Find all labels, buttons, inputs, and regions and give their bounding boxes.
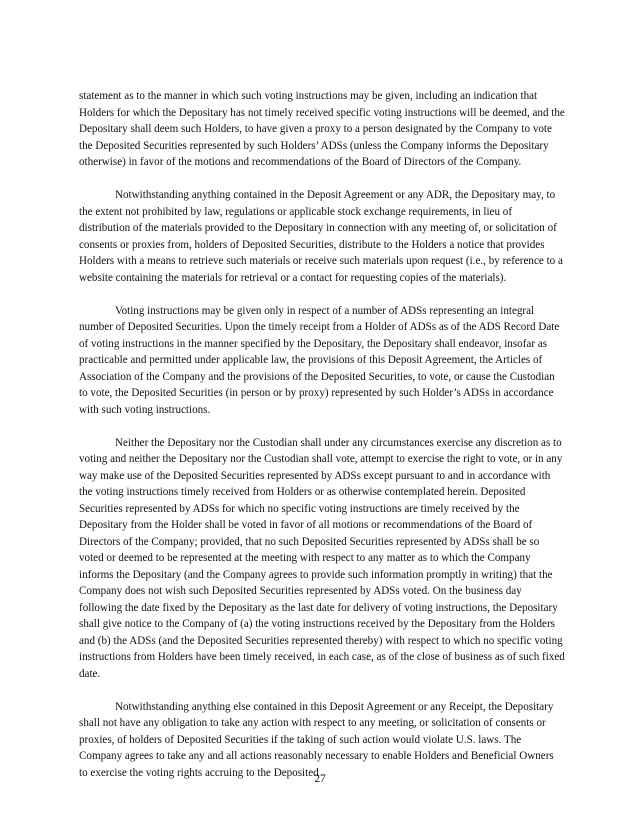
paragraph-voting-instructions-procedure: Voting instructions may be given only in respect of a number of ADSs representing an integral number of Deposited Securities. Upon the timely receipt from a Holder of ADSs as of the ADS Record Date of voting instructions in the manner specified by the Depositary, the Depositary shall endeavor, insofar as practicable and permitted under applicable law, the provisions of this Deposit Agreement, the Articles of Association of the Company and the provisions of the Deposited Securities, to vote, or cause the Custodian to vote, the Deposited Securities (in person or by proxy) represented by such Holder’s ADSs in accordance with such voting instructions. bbox=[79, 304, 560, 416]
paragraph-no-discretion: Neither the Depositary nor the Custodian shall under any circumstances exercise any discretion as to voting and neither the Depositary nor the Custodian shall vote, attempt to exercise the right to vote, or in any way make use of the Deposited Securities represented by ADSs except pursuant to and in accordance with the voting instructions timely received from Holders or as otherwise contemplated herein. Deposited Securities represented by ADSs for which no specific voting instructions are timely received by the Depositary from the Holder shall be voted in favor of all motions or recommendations of the Board of Directors of the Company; provided, that no such Deposited Securities represented by ADSs shall be so voted or deemed to be represented at the meeting with respect to any matter as to which the Company informs the Depositary (and the Company agrees to provide such information promptly in writing) that the Company does not wish such Deposited Securities represented by ADSs voted. On the business day following the date fixed by the Depositary as the last date for delivery of voting instructions, the Depositary shall give notice to the Company of (a) the voting instructions received by the Depositary from the Holders and (b) the ADSs (and the Deposited Securities represented thereby) with respect to which no specific voting instructions from Holders have been timely received, in each case, as of the close of business as of such fixed date. bbox=[79, 436, 565, 680]
paragraph-voting-instructions-statement: statement as to the manner in which such voting instructions may be given, including an indication that Holders for which the Depositary has not timely received specific voting instructions will be deemed, and the Depositary shall deem such Holders, to have given a proxy to a person designated by the Company to vote the Deposited Securities represented by such Holders’ ADSs (unless the Company informs the Depositary otherwise) in favor of the motions and recommendations of the Board of Directors of the Company. bbox=[79, 90, 565, 168]
document-body bbox=[79, 88, 565, 798]
page-number: 27 bbox=[314, 773, 326, 785]
paragraph-notice-and-access: Notwithstanding anything contained in the Deposit Agreement or any ADR, the Depositary may, to the extent not prohibited by law, regulations or applicable stock exchange requirements, in lieu of distribution of the materials provided to the Depositary in connection with any meeting of, or solicitation of consents or proxies from, holders of Deposited Securities, distribute to the Holders a notice that provides Holders with a means to retrieve such materials or receive such materials upon request (i.e., by reference to a website containing the materials for retrieval or a contact for requesting copies of the materials). bbox=[79, 189, 563, 284]
paragraph-us-law-limitation: Notwithstanding anything else contained in this Deposit Agreement or any Receipt, the Depositary shall not have any obligation to take any action with respect to any meeting, or solicitation of consents or proxies, of holders of Deposited Securities if the taking of such action would violate U.S. laws. The Company agrees to take any and all actions reasonably necessary to enable Holders and Beneficial Owners to exercise the voting rights accruing to the Deposited bbox=[79, 700, 554, 779]
